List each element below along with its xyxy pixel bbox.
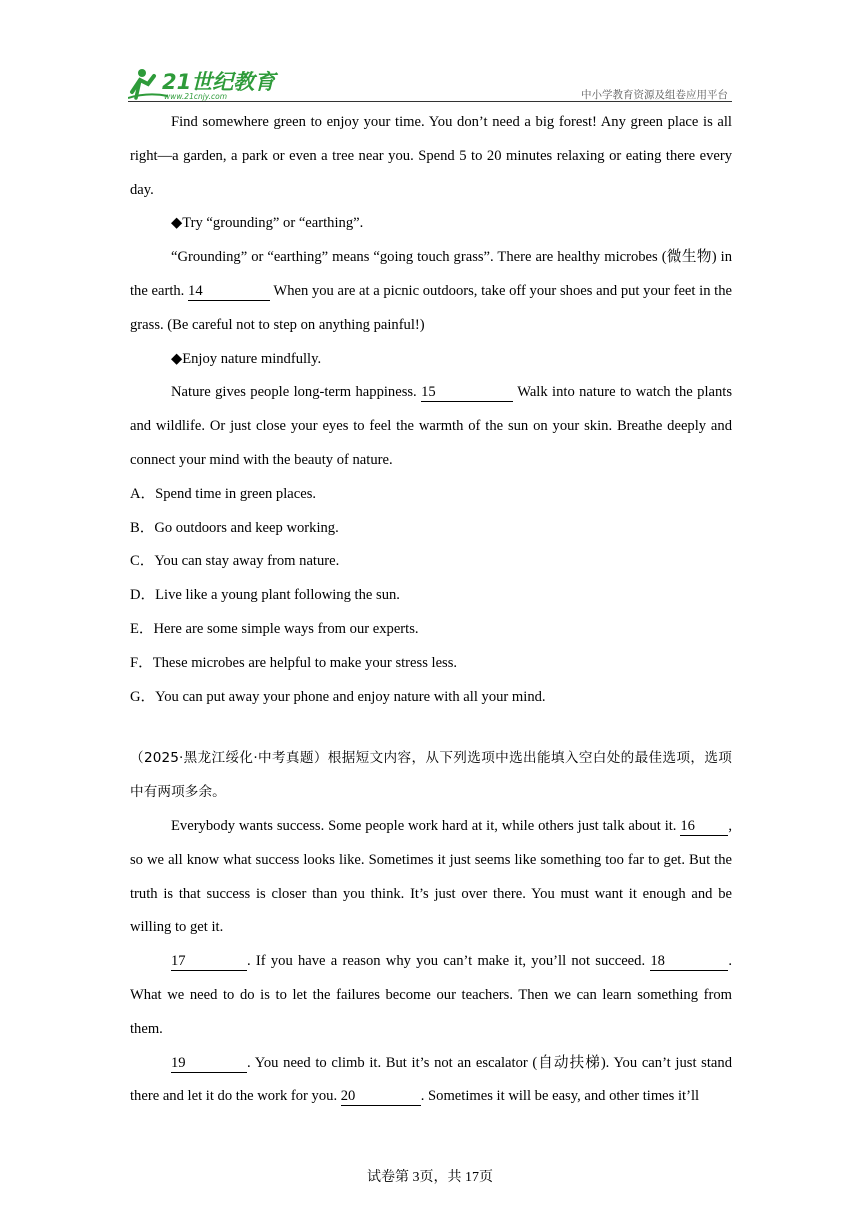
paragraph-success [130, 810, 732, 945]
success-text-a: Everybody wants success. Some people work hard at it, while others just talk about it. [171, 817, 677, 834]
21cnjy-logo-icon [128, 62, 288, 102]
header-divider [128, 101, 732, 102]
option-f: F．These microbes are helpful to make your stress less. [130, 654, 458, 671]
tip-mindful: ◆Enjoy nature mindfully. [171, 350, 322, 367]
mindful-text-a: Nature gives people long-term happiness. [171, 384, 422, 401]
paragraph-reason [130, 945, 732, 1046]
blank-15: 15 [421, 384, 513, 402]
logo-text: 21世纪教育 [162, 70, 276, 94]
option-c: C．You can stay away from nature. [130, 553, 340, 570]
grounding-text-b: When you are at a picnic outdoors, take off your shoes and put your feet in the grass. (Be careful not to step on anything painful!) [130, 282, 732, 333]
option-b: B．Go outdoors and keep working. [130, 519, 339, 536]
blank-19: 19 [171, 1055, 247, 1073]
option-g: G．You can put away your phone and enjoy nature with all your mind. [130, 688, 546, 705]
blank-17: 17 [171, 953, 247, 971]
reason-text-b: . What we need to do is to let the failures become our teachers. Then we can learn something from them. [130, 953, 732, 1037]
climb-text-b: . Sometimes it will be easy, and other times it’ll [420, 1088, 700, 1105]
reason-text-a: . If you have a reason why you can’t make it, you’ll not succeed. [247, 953, 651, 970]
page-footer: 试卷第 3页，共 17页 [367, 1170, 493, 1185]
blank-18: 18 [650, 953, 728, 971]
grounding-text-a: “Grounding” or “earthing” means “going touch grass”. There are healthy microbes (微生物) in the earth. [130, 249, 732, 299]
paragraph-grounding [130, 241, 732, 342]
option-d: D．Live like a young plant following the sun. [130, 587, 400, 604]
question-intro: （2025·黑龙江绥化·中考真题）根据短文内容，从下列选项中选出能填入空白处的最佳选项，选项中有两项多余。 [130, 750, 732, 801]
paragraph-climb [130, 1047, 732, 1115]
blank-14: 14 [188, 283, 270, 301]
option-e: E．Here are some simple ways from our experts. [130, 620, 419, 637]
mindful-text-b: Walk into nature to watch the plants and wildlife. Or just close your eyes to feel the warmth of the sun on your skin. Breathe deeply and connect your mind with the beauty of nature. [130, 384, 733, 468]
blank-16: 16 [680, 818, 728, 836]
header-platform-text: 中小学教育资源及组卷应用平台 [581, 89, 728, 101]
document-body [130, 106, 732, 1114]
climb-text-a: . You need to climb it. But it’s not an escalator (自动扶梯). You can’t just stand there and let it do the work for you. [130, 1054, 732, 1105]
section-gap [130, 714, 732, 742]
paragraph-mindful [130, 376, 732, 477]
page-header [128, 62, 732, 102]
success-text-b: , so we all know what success looks like. Sometimes it just seems like something too far to get. But the truth is that success is closer than you think. It’s just over there. You must want it enough and be willing to get it. [130, 817, 732, 936]
option-a: A．Spend time in green places. [130, 485, 317, 502]
logo-url: www.21cnjy.com [164, 92, 228, 101]
paragraph-green: Find somewhere green to enjoy your time. You don’t need a big forest! Any green place is all right—a garden, a park or even a tree near you. Spend 5 to 20 minutes relaxing or eating there every day. [130, 114, 732, 198]
blank-20: 20 [341, 1088, 421, 1106]
tip-grounding: ◆Try “grounding” or “earthing”. [171, 215, 364, 232]
